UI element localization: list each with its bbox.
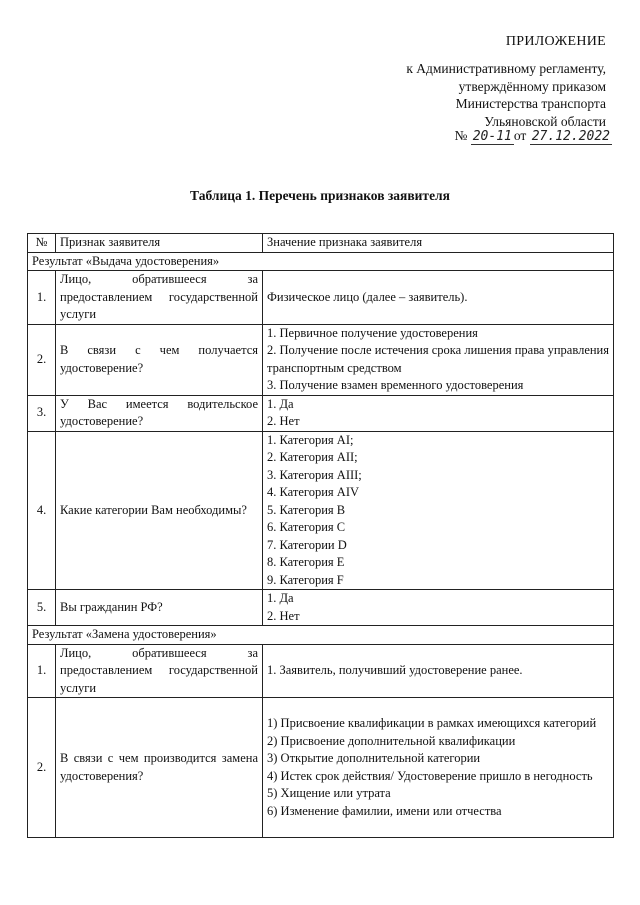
approval-block (406, 60, 606, 130)
row-sign: В связи с чем получается удостоверение? (56, 324, 263, 395)
value-item: Физическое лицо (далее – заявитель). (267, 289, 468, 304)
applicant-signs-table (27, 233, 614, 838)
row-values (263, 324, 614, 395)
row-number: 2. (28, 324, 56, 395)
row-values (263, 644, 614, 698)
row-number: 1. (28, 644, 56, 698)
value-item: 5) Хищение или утрата (267, 786, 391, 800)
approval-line: утверждённому приказом (458, 78, 606, 94)
value-item: 4. Категория AIV (267, 485, 360, 499)
value-item: 1) Присвоение квалификации в рамках имеющихся категорий (267, 716, 597, 730)
value-item: 3. Получение взамен временного удостоверения (267, 378, 524, 392)
value-item: 5. Категория B (267, 502, 346, 517)
value-item: 7. Категории D (267, 537, 347, 552)
row-sign: У Вас имеется водительское удостоверение? (56, 395, 263, 431)
order-line (454, 128, 612, 145)
value-item: 2. Получение после истечения срока лишения права управления транспортным средством (267, 343, 609, 375)
table-row (28, 324, 614, 395)
approval-line: к Административному регламенту, (406, 61, 606, 76)
row-number: 4. (28, 431, 56, 590)
order-number-handwritten: 20-11 (472, 129, 512, 144)
table-row (28, 644, 614, 698)
table-title: Таблица 1. Перечень признаков заявителя (190, 188, 450, 203)
column-header-number: № (28, 234, 56, 253)
column-header-value: Значение признака заявителя (263, 234, 614, 253)
order-number-label: № (454, 128, 468, 143)
section-title: Результат «Выдача удостоверения» (28, 252, 614, 271)
value-item: 1. Первичное получение удостоверения (267, 325, 478, 340)
row-values (263, 431, 614, 590)
approval-line: Министерства транспорта (455, 96, 606, 111)
column-header-sign: Признак заявителя (56, 234, 263, 253)
row-sign: В связи с чем производится замена удостоверения? (56, 698, 263, 838)
value-item: 2. Нет (267, 414, 300, 428)
value-item: 1. Да (267, 591, 294, 605)
value-item: 1. Заявитель, получивший удостоверение ранее. (267, 663, 523, 677)
appendix-title: ПРИЛОЖЕНИЕ (505, 34, 606, 49)
row-number: 1. (28, 271, 56, 325)
row-values (263, 698, 614, 838)
order-date-label: от (513, 128, 527, 143)
row-number: 3. (28, 395, 56, 431)
table-row (28, 271, 614, 325)
table-row (28, 590, 614, 626)
value-item: 3. Категория AIII; (267, 467, 362, 482)
row-sign: Лицо, обратившееся за предоставлением государственной услуги (56, 644, 263, 698)
table-row (28, 698, 614, 838)
value-item: 1. Да (267, 396, 294, 411)
section-header-row (28, 252, 614, 271)
row-number: 2. (28, 698, 56, 838)
row-sign: Лицо, обратившееся за предоставлением государственной услуги (56, 271, 263, 325)
value-item: 6. Категория C (267, 520, 346, 534)
value-item: 9. Категория F (267, 572, 344, 587)
value-item: 2. Нет (267, 608, 300, 623)
table-header-row (28, 234, 614, 253)
value-item: 2. Категория AII; (267, 450, 358, 464)
section-header-row (28, 626, 614, 645)
row-sign: Какие категории Вам необходимы? (56, 431, 263, 590)
table-row (28, 431, 614, 590)
row-sign: Вы гражданин РФ? (56, 590, 263, 626)
value-item: 4) Истек срок действия/ Удостоверение пришло в негодность (267, 768, 593, 783)
value-item: 1. Категория AI; (267, 432, 354, 447)
row-values (263, 590, 614, 626)
value-item: 3) Открытие дополнительной категории (267, 751, 481, 765)
row-number: 5. (28, 590, 56, 626)
value-item: 8. Категория E (267, 555, 345, 569)
row-values (263, 271, 614, 325)
value-item: 6) Изменение фамилии, имени или отчества (267, 803, 502, 818)
row-values (263, 395, 614, 431)
order-date-handwritten: 27.12.2022 (531, 129, 610, 144)
section-title: Результат «Замена удостоверения» (28, 626, 614, 645)
table-row (28, 395, 614, 431)
table-body (28, 234, 614, 838)
value-item: 2) Присвоение дополнительной квалификации (267, 733, 516, 748)
approval-line: Ульяновской области (484, 113, 606, 129)
